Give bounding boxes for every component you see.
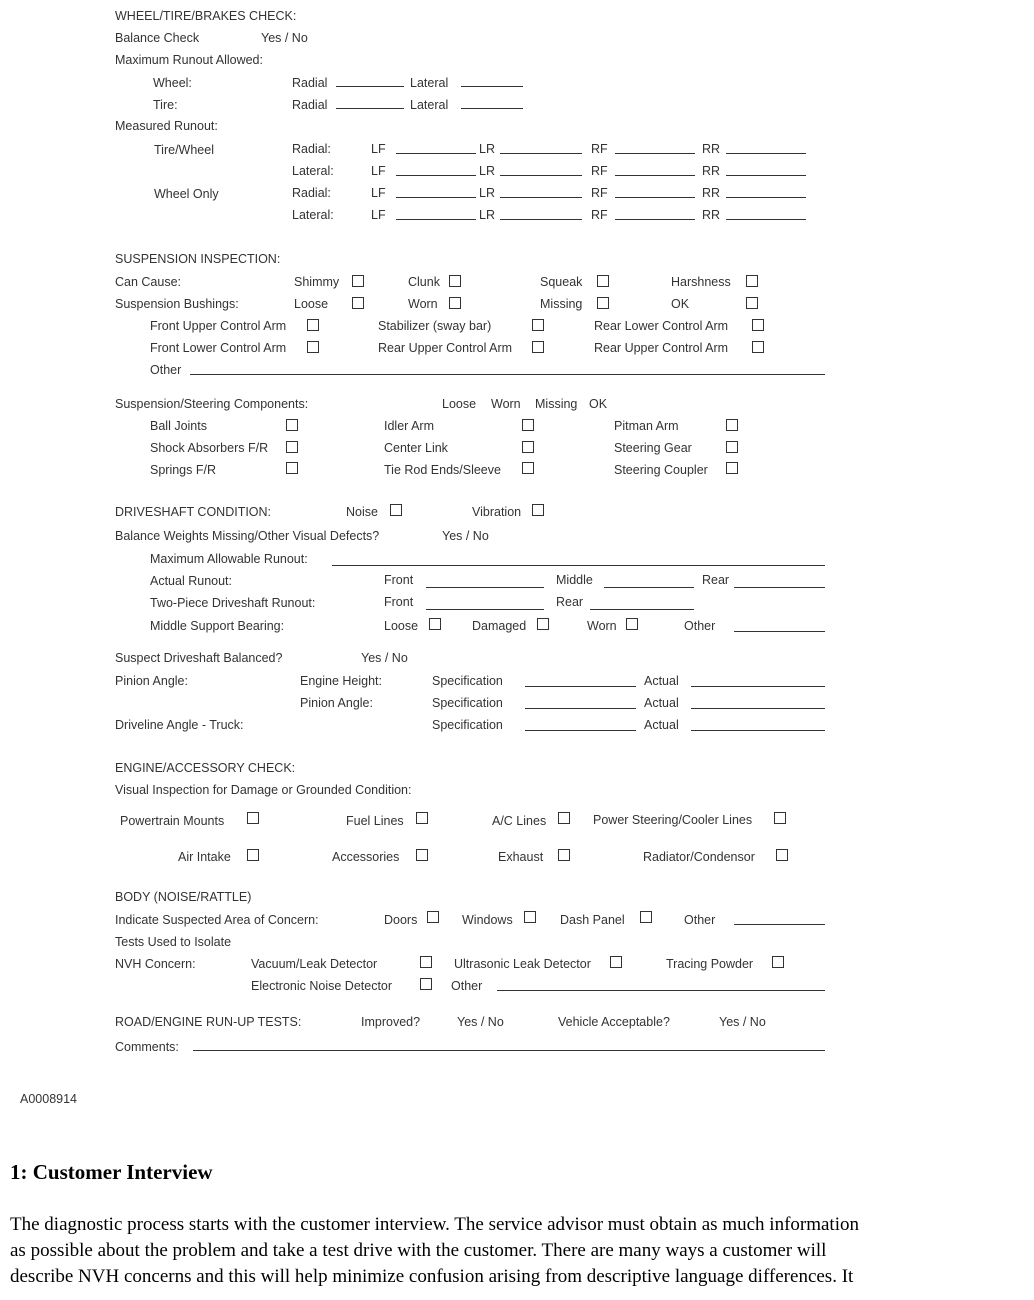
col-missing-header: Missing bbox=[535, 397, 578, 411]
lateral-label: Lateral bbox=[410, 76, 449, 90]
squeak-checkbox[interactable] bbox=[597, 275, 609, 287]
rf-label: RF bbox=[591, 186, 608, 200]
wheel-radial-blank[interactable] bbox=[336, 86, 404, 87]
steering-section-title: Suspension/Steering Components: bbox=[115, 397, 309, 411]
missing-checkbox[interactable] bbox=[597, 297, 609, 309]
ok-checkbox[interactable] bbox=[746, 297, 758, 309]
other-blank[interactable] bbox=[734, 924, 825, 925]
rear-blank[interactable] bbox=[734, 587, 825, 588]
driveshaft-section-title: DRIVESHAFT CONDITION: bbox=[115, 505, 272, 519]
rr-label: RR bbox=[702, 142, 721, 156]
specification-blank[interactable] bbox=[525, 686, 636, 687]
steering-gear-checkbox[interactable] bbox=[726, 441, 738, 453]
paragraph-line: as possible about the problem and take a test drive with the customer. There are many ways a customer will bbox=[10, 1240, 827, 1261]
noise-label: Noise bbox=[346, 505, 378, 519]
rear-lower-label: Rear Lower Control Arm bbox=[594, 319, 729, 333]
tire-radial-blank[interactable] bbox=[336, 108, 404, 109]
middle-label: Middle bbox=[556, 573, 593, 587]
lf-label: LF bbox=[371, 186, 386, 200]
dash-panel-label: Dash Panel bbox=[560, 913, 625, 927]
rear-lower-checkbox[interactable] bbox=[752, 319, 764, 331]
steering-coupler-label: Steering Coupler bbox=[614, 463, 708, 477]
missing-label: Missing bbox=[540, 297, 583, 311]
shock-absorbers-checkbox[interactable] bbox=[286, 441, 298, 453]
specification-blank[interactable] bbox=[525, 708, 636, 709]
worn-checkbox[interactable] bbox=[449, 297, 461, 309]
front-label: Front bbox=[384, 573, 414, 587]
lf-blank[interactable] bbox=[396, 153, 476, 154]
rr-label: RR bbox=[702, 208, 721, 222]
middle-support-label: Middle Support Bearing: bbox=[150, 619, 285, 633]
rr-blank[interactable] bbox=[726, 219, 806, 220]
wheel-section-title: WHEEL/TIRE/BRAKES CHECK: bbox=[115, 9, 297, 23]
idler-arm-label: Idler Arm bbox=[384, 419, 435, 433]
actual-runout-label: Actual Runout: bbox=[150, 574, 232, 588]
suspension-section-title: SUSPENSION INSPECTION: bbox=[115, 252, 281, 266]
comments-label: Comments: bbox=[115, 1040, 179, 1054]
electronic-noise-checkbox[interactable] bbox=[420, 978, 432, 990]
radiator-label: Radiator/Condensor bbox=[643, 850, 755, 864]
tracing-powder-checkbox[interactable] bbox=[772, 956, 784, 968]
lf-label: LF bbox=[371, 142, 386, 156]
steering-coupler-checkbox[interactable] bbox=[726, 462, 738, 474]
actual-blank[interactable] bbox=[691, 686, 825, 687]
actual-blank[interactable] bbox=[691, 708, 825, 709]
rf-blank[interactable] bbox=[615, 197, 695, 198]
pinion-angle-sub-label: Pinion Angle: bbox=[300, 696, 373, 710]
middle-blank[interactable] bbox=[604, 587, 694, 588]
two-piece-label: Two-Piece Driveshaft Runout: bbox=[150, 596, 316, 610]
visual-inspection-label: Visual Inspection for Damage or Grounded Condition: bbox=[115, 783, 412, 797]
rf-blank[interactable] bbox=[615, 153, 695, 154]
rr-blank[interactable] bbox=[726, 175, 806, 176]
stabilizer-label: Stabilizer (sway bar) bbox=[378, 319, 492, 333]
fuel-lines-label: Fuel Lines bbox=[346, 814, 404, 828]
col-worn-header: Worn bbox=[491, 397, 521, 411]
dash-panel-checkbox[interactable] bbox=[640, 911, 652, 923]
improved-yes-no[interactable]: Yes / No bbox=[457, 1015, 504, 1029]
shock-absorbers-label: Shock Absorbers F/R bbox=[150, 441, 269, 455]
wheel-only-label: Wheel Only bbox=[154, 187, 219, 201]
tire-wheel-label: Tire/Wheel bbox=[154, 143, 214, 157]
ac-lines-checkbox[interactable] bbox=[558, 812, 570, 824]
accessories-checkbox[interactable] bbox=[416, 849, 428, 861]
rr-label: RR bbox=[702, 164, 721, 178]
powertrain-mounts-checkbox[interactable] bbox=[247, 812, 259, 824]
balance-check-yes-no[interactable]: Yes / No bbox=[261, 31, 308, 45]
windows-checkbox[interactable] bbox=[524, 911, 536, 923]
radiator-checkbox[interactable] bbox=[776, 849, 788, 861]
loose-label: Loose bbox=[294, 297, 329, 311]
tracing-powder-label: Tracing Powder bbox=[666, 957, 754, 971]
lateral-row-label: Lateral: bbox=[292, 208, 334, 222]
springs-checkbox[interactable] bbox=[286, 462, 298, 474]
electronic-noise-label: Electronic Noise Detector bbox=[251, 979, 393, 993]
nvh-concern-label: NVH Concern: bbox=[115, 957, 196, 971]
ultrasonic-checkbox[interactable] bbox=[610, 956, 622, 968]
paragraph-line: The diagnostic process starts with the customer interview. The service advisor must obtain as much information bbox=[10, 1214, 859, 1235]
front-upper-label: Front Upper Control Arm bbox=[150, 319, 287, 333]
worn-label: Worn bbox=[408, 297, 438, 311]
paragraph-line: describe NVH concerns and this will help minimize confusion arising from descriptive language differences. It bbox=[10, 1266, 854, 1287]
shimmy-checkbox[interactable] bbox=[352, 275, 364, 287]
max-allowable-label: Maximum Allowable Runout: bbox=[150, 552, 308, 566]
rf-label: RF bbox=[591, 208, 608, 222]
tie-rod-checkbox[interactable] bbox=[522, 462, 534, 474]
actual-label: Actual bbox=[644, 718, 679, 732]
suspect-balanced-yes-no[interactable]: Yes / No bbox=[361, 651, 408, 665]
vehicle-acceptable-yes-no[interactable]: Yes / No bbox=[719, 1015, 766, 1029]
bushings-label: Suspension Bushings: bbox=[115, 297, 239, 311]
rear-upper-checkbox[interactable] bbox=[752, 341, 764, 353]
specification-label: Specification bbox=[432, 718, 503, 732]
clunk-checkbox[interactable] bbox=[449, 275, 461, 287]
power-steering-checkbox[interactable] bbox=[774, 812, 786, 824]
measured-runout-label: Measured Runout: bbox=[115, 119, 218, 133]
engine-section-title: ENGINE/ACCESSORY CHECK: bbox=[115, 761, 296, 775]
idler-arm-checkbox[interactable] bbox=[522, 419, 534, 431]
lr-blank[interactable] bbox=[500, 219, 582, 220]
pinion-angle-label: Pinion Angle: bbox=[115, 674, 188, 688]
other-label: Other bbox=[150, 363, 182, 377]
loose-label: Loose bbox=[384, 619, 419, 633]
pitman-arm-checkbox[interactable] bbox=[726, 419, 738, 431]
powertrain-mounts-label: Powertrain Mounts bbox=[120, 814, 225, 828]
vehicle-acceptable-label: Vehicle Acceptable? bbox=[558, 1015, 670, 1029]
rf-blank[interactable] bbox=[615, 175, 695, 176]
lf-label: LF bbox=[371, 208, 386, 222]
lr-blank[interactable] bbox=[500, 197, 582, 198]
windows-label: Windows bbox=[462, 913, 513, 927]
other-blank[interactable] bbox=[497, 990, 825, 991]
tests-used-label: Tests Used to Isolate bbox=[115, 935, 232, 949]
front-blank[interactable] bbox=[426, 587, 544, 588]
lf-blank[interactable] bbox=[396, 219, 476, 220]
rear-upper-label: Rear Upper Control Arm bbox=[594, 341, 729, 355]
other-blank[interactable] bbox=[734, 631, 825, 632]
exhaust-checkbox[interactable] bbox=[558, 849, 570, 861]
specification-label: Specification bbox=[432, 674, 503, 688]
lf-label: LF bbox=[371, 164, 386, 178]
specification-blank[interactable] bbox=[525, 730, 636, 731]
lr-label: LR bbox=[479, 142, 495, 156]
wheel-label: Wheel: bbox=[153, 76, 192, 90]
damaged-checkbox[interactable] bbox=[537, 618, 549, 630]
front-label: Front bbox=[384, 595, 414, 609]
harshness-label: Harshness bbox=[671, 275, 731, 289]
steering-gear-label: Steering Gear bbox=[614, 441, 692, 455]
center-link-label: Center Link bbox=[384, 441, 448, 455]
rf-label: RF bbox=[591, 164, 608, 178]
clunk-label: Clunk bbox=[408, 275, 440, 289]
road-section-title: ROAD/ENGINE RUN-UP TESTS: bbox=[115, 1015, 302, 1029]
rear-label: Rear bbox=[702, 573, 730, 587]
exhaust-label: Exhaust bbox=[498, 850, 544, 864]
suspect-balanced-label: Suspect Driveshaft Balanced? bbox=[115, 651, 283, 665]
col-ok-header: OK bbox=[589, 397, 608, 411]
tie-rod-label: Tie Rod Ends/Sleeve bbox=[384, 463, 501, 477]
balance-weights-yes-no[interactable]: Yes / No bbox=[442, 529, 489, 543]
other-blank[interactable] bbox=[190, 374, 825, 375]
springs-label: Springs F/R bbox=[150, 463, 216, 477]
power-steering-label: Power Steering/Cooler Lines bbox=[593, 813, 753, 827]
other-label: Other bbox=[684, 913, 716, 927]
col-loose-header: Loose bbox=[442, 397, 477, 411]
front-lower-checkbox[interactable] bbox=[307, 341, 319, 353]
stabilizer-checkbox[interactable] bbox=[532, 319, 544, 331]
harshness-checkbox[interactable] bbox=[746, 275, 758, 287]
ultrasonic-label: Ultrasonic Leak Detector bbox=[454, 957, 591, 971]
rear-upper-label: Rear Upper Control Arm bbox=[378, 341, 513, 355]
engine-height-label: Engine Height: bbox=[300, 674, 383, 688]
lateral-label: Lateral bbox=[410, 98, 449, 112]
rr-label: RR bbox=[702, 186, 721, 200]
doors-label: Doors bbox=[384, 913, 418, 927]
specification-label: Specification bbox=[432, 696, 503, 710]
radial-label: Radial bbox=[292, 98, 328, 112]
damaged-label: Damaged bbox=[472, 619, 527, 633]
loose-checkbox[interactable] bbox=[429, 618, 441, 630]
ball-joints-checkbox[interactable] bbox=[286, 419, 298, 431]
balance-check-label: Balance Check bbox=[115, 31, 200, 45]
doors-checkbox[interactable] bbox=[427, 911, 439, 923]
other-label: Other bbox=[451, 979, 483, 993]
fuel-lines-checkbox[interactable] bbox=[416, 812, 428, 824]
pitman-arm-label: Pitman Arm bbox=[614, 419, 679, 433]
loose-checkbox[interactable] bbox=[352, 297, 364, 309]
noise-checkbox[interactable] bbox=[390, 504, 402, 516]
front-upper-checkbox[interactable] bbox=[307, 319, 319, 331]
rr-blank[interactable] bbox=[726, 197, 806, 198]
worn-label: Worn bbox=[587, 619, 617, 633]
section-paragraph bbox=[10, 1212, 1030, 1290]
indicate-area-label: Indicate Suspected Area of Concern: bbox=[115, 913, 319, 927]
rear-blank[interactable] bbox=[590, 609, 694, 610]
figure-id: A0008914 bbox=[20, 1092, 78, 1106]
max-runout-label: Maximum Runout Allowed: bbox=[115, 53, 263, 67]
lr-blank[interactable] bbox=[500, 175, 582, 176]
vibration-checkbox[interactable] bbox=[532, 504, 544, 516]
air-intake-checkbox[interactable] bbox=[247, 849, 259, 861]
lf-blank[interactable] bbox=[396, 197, 476, 198]
squeak-label: Squeak bbox=[540, 275, 583, 289]
radial-row-label: Radial: bbox=[292, 142, 331, 156]
can-cause-label: Can Cause: bbox=[115, 275, 182, 289]
section-heading: 1: Customer Interview bbox=[10, 1160, 213, 1184]
wheel-lateral-blank[interactable] bbox=[461, 86, 523, 87]
vibration-label: Vibration bbox=[472, 505, 522, 519]
lf-blank[interactable] bbox=[396, 175, 476, 176]
max-allowable-blank[interactable] bbox=[332, 565, 825, 566]
front-lower-label: Front Lower Control Arm bbox=[150, 341, 287, 355]
ok-label: OK bbox=[671, 297, 690, 311]
lr-blank[interactable] bbox=[500, 153, 582, 154]
ball-joints-label: Ball Joints bbox=[150, 419, 207, 433]
vacuum-leak-checkbox[interactable] bbox=[420, 956, 432, 968]
rear-label: Rear bbox=[556, 595, 584, 609]
lr-label: LR bbox=[479, 186, 495, 200]
improved-label: Improved? bbox=[361, 1015, 421, 1029]
accessories-label: Accessories bbox=[332, 850, 400, 864]
lr-label: LR bbox=[479, 208, 495, 222]
body-section-title: BODY (NOISE/RATTLE) bbox=[115, 890, 252, 904]
rear-upper-checkbox[interactable] bbox=[532, 341, 544, 353]
shimmy-label: Shimmy bbox=[294, 275, 340, 289]
rf-label: RF bbox=[591, 142, 608, 156]
tire-lateral-blank[interactable] bbox=[461, 108, 523, 109]
rf-blank[interactable] bbox=[615, 219, 695, 220]
other-label: Other bbox=[684, 619, 716, 633]
tire-label: Tire: bbox=[153, 98, 178, 112]
rr-blank[interactable] bbox=[726, 153, 806, 154]
front-blank[interactable] bbox=[426, 609, 544, 610]
comments-blank[interactable] bbox=[193, 1050, 825, 1051]
ac-lines-label: A/C Lines bbox=[492, 814, 547, 828]
air-intake-label: Air Intake bbox=[178, 850, 231, 864]
radial-row-label: Radial: bbox=[292, 186, 331, 200]
radial-label: Radial bbox=[292, 76, 328, 90]
center-link-checkbox[interactable] bbox=[522, 441, 534, 453]
worn-checkbox[interactable] bbox=[626, 618, 638, 630]
lr-label: LR bbox=[479, 164, 495, 178]
actual-label: Actual bbox=[644, 674, 679, 688]
vacuum-leak-label: Vacuum/Leak Detector bbox=[251, 957, 378, 971]
balance-weights-label: Balance Weights Missing/Other Visual Defects? bbox=[115, 529, 380, 543]
actual-blank[interactable] bbox=[691, 730, 825, 731]
lateral-row-label: Lateral: bbox=[292, 164, 334, 178]
driveline-angle-label: Driveline Angle - Truck: bbox=[115, 718, 244, 732]
actual-label: Actual bbox=[644, 696, 679, 710]
